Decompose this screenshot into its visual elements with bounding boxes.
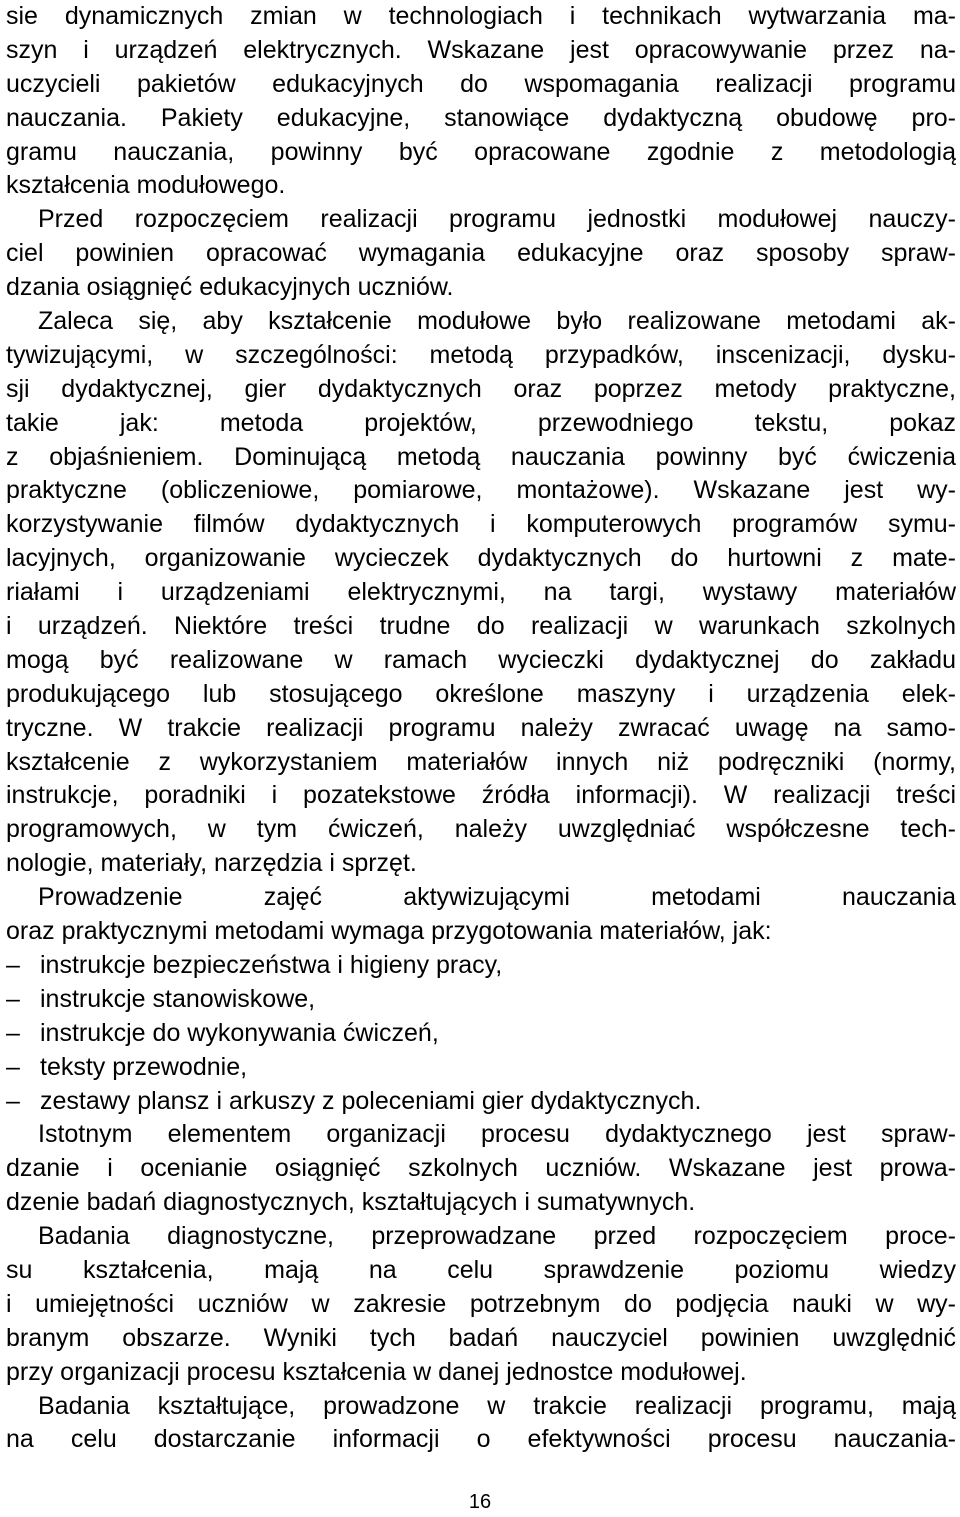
text-line [6,1152,956,1186]
line-text: uczycieli pakietów edukacyjnych do wspomagania realizacji programu [6,69,956,98]
text-line [6,1254,956,1288]
text-line [6,1356,956,1390]
line-text: oraz praktycznymi metodami wymaga przygotowania materiałów, jak: [6,917,772,946]
line-text: Badania kształtujące, prowadzone w trakcie realizacji programu, mają [38,1391,956,1420]
list-dash: – [6,1018,20,1047]
list-item [6,983,956,1017]
document-page [6,0,956,1457]
line-text: dzanie i ocenianie osiągnięć szkolnych uczniów. Wskazane jest prowa- [6,1154,956,1183]
line-text: Prowadzenie zajęć aktywizującymi metodami nauczania [38,883,956,912]
text-line [6,1186,956,1220]
text-line [6,271,956,305]
text-line [6,1220,956,1254]
text-line [6,237,956,271]
text-line [6,712,956,746]
line-text: i umiejętności uczniów w zakresie potrzebnym do podjęcia nauki w wy- [6,1289,956,1318]
text-line [6,0,956,34]
line-text: programowych, w tym ćwiczeń, należy uwzględniać współczesne tech- [6,815,956,844]
line-text: Zaleca się, aby kształcenie modułowe było realizowane metodami ak- [38,307,956,336]
text-line [6,610,956,644]
document-body [6,0,956,1457]
line-text: instrukcje stanowiskowe, [40,984,316,1013]
line-text: produkującego lub stosującego określone maszyny i urządzenia elek- [6,679,956,708]
page-number: 16 [468,1491,492,1513]
text-line [6,373,956,407]
line-text: przy organizacji procesu kształcenia w danej jednostce modułowej. [6,1357,747,1386]
list-item [6,1085,956,1119]
list-dash: – [6,1052,20,1081]
line-text: tywizującymi, w szczególności: metodą przypadków, inscenizacji, dysku- [6,340,956,369]
text-line [6,1118,956,1152]
text-line [6,441,956,475]
line-text: zestawy plansz i arkuszy z poleceniami gier dydaktycznych. [40,1086,702,1115]
text-line [6,102,956,136]
line-text: instrukcje do wykonywania ćwiczeń, [40,1018,439,1047]
text-line [6,881,956,915]
line-text: su kształcenia, mają na celu sprawdzenie poziomu wiedzy [6,1255,956,1284]
line-text: z objaśnieniem. Dominującą metodą nauczania powinny być ćwiczenia [6,442,956,471]
line-text: nologie, materiały, narzędzia i sprzęt. [6,849,417,878]
text-line [6,1322,956,1356]
text-line [6,779,956,813]
line-text: ciel powinien opracować wymagania edukacyjne oraz sposoby spraw- [6,239,956,268]
line-text: Istotnym elementem organizacji procesu dydaktycznego jest spraw- [38,1120,956,1149]
text-line [6,678,956,712]
text-line [6,407,956,441]
text-line [6,1288,956,1322]
text-line [6,644,956,678]
line-text: lacyjnych, organizowanie wycieczek dydaktycznych do hurtowni z mate- [6,544,956,573]
text-line [6,542,956,576]
line-text: tryczne. W trakcie realizacji programu należy zwracać uwagę na samo- [6,713,956,742]
line-text: na celu dostarczanie informacji o efektywności procesu nauczania- [6,1425,956,1454]
line-text: instrukcje, poradniki i pozatekstowe źródła informacji). W realizacji treści [6,781,956,810]
line-text: szyn i urządzeń elektrycznych. Wskazane jest opracowywanie przez na- [6,35,956,64]
text-line [6,34,956,68]
text-line [6,915,956,949]
line-text: mogą być realizowane w ramach wycieczki dydaktycznej do zakładu [6,645,956,674]
line-text: branym obszarze. Wyniki tych badań nauczyciel powinien uwzględnić [6,1323,956,1352]
text-line [6,203,956,237]
text-line [6,1390,956,1424]
line-text: takie jak: metoda projektów, przewodniego tekstu, pokaz [6,408,956,437]
list-dash: – [6,984,20,1013]
text-line [6,746,956,780]
line-text: korzystywanie filmów dydaktycznych i komputerowych programów symu- [6,510,956,539]
line-text: dzenie badań diagnostycznych, kształtujących i sumatywnych. [6,1188,696,1217]
text-line [6,169,956,203]
text-line [6,474,956,508]
list-item [6,1017,956,1051]
line-text: i urządzeń. Niektóre treści trudne do realizacji w warunkach szkolnych [6,612,956,641]
line-text: sie dynamicznych zmian w technologiach i technikach wytwarzania ma- [6,2,956,30]
line-text: nauczania. Pakiety edukacyjne, stanowiące dydaktyczną obudowę pro- [6,103,956,132]
line-text: teksty przewodnie, [40,1052,248,1081]
line-text: kształcenie z wykorzystaniem materiałów innych niż podręczniki (normy, [6,747,956,776]
line-text: riałami i urządzeniami elektrycznymi, na targi, wystawy materiałów [6,578,956,607]
list-dash: – [6,950,20,979]
list-item [6,949,956,983]
text-line [6,305,956,339]
line-text: Przed rozpoczęciem realizacji programu jednostki modułowej nauczy- [38,205,956,234]
line-text: dzania osiągnięć edukacyjnych uczniów. [6,273,454,302]
text-line [6,508,956,542]
line-text: Badania diagnostyczne, przeprowadzane przed rozpoczęciem proce- [38,1222,956,1251]
text-line [6,136,956,170]
text-line [6,813,956,847]
text-line [6,576,956,610]
line-text: gramu nauczania, powinny być opracowane zgodnie z metodologią [6,137,956,166]
text-line [6,1423,956,1457]
list-item [6,1051,956,1085]
text-line [6,847,956,881]
line-text: praktyczne (obliczeniowe, pomiarowe, montażowe). Wskazane jest wy- [6,476,956,505]
text-line [6,339,956,373]
line-text: sji dydaktycznej, gier dydaktycznych oraz poprzez metody praktyczne, [6,374,956,403]
line-text: kształcenia modułowego. [6,171,286,200]
line-text: instrukcje bezpieczeństwa i higieny pracy, [40,950,503,979]
text-line [6,68,956,102]
list-dash: – [6,1086,20,1115]
